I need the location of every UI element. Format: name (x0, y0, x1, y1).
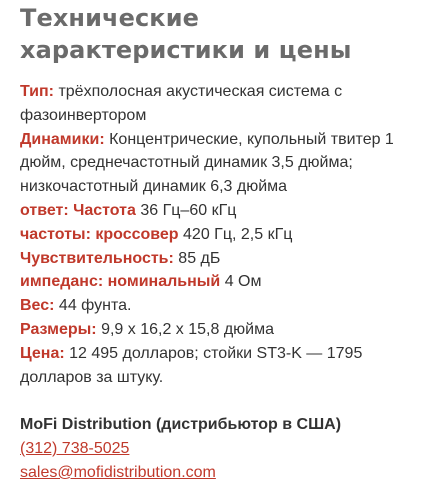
spec-label: импеданс: номинальный (20, 273, 221, 291)
spec-value: 44 фунта. (58, 297, 132, 315)
spec-value: 12 495 долларов; стойки ST3-K — 1795 долларов за штуку. (20, 344, 363, 386)
spec-label: ответ: Частота (20, 201, 136, 219)
spec-value: 4 Ом (224, 273, 262, 291)
spec-label: Размеры: (20, 320, 97, 338)
spec-label: Цена: (20, 344, 65, 362)
spec-value: трёхполосная акустическая система с фазоинвертором (20, 83, 343, 124)
spec-label: Динамики: (20, 130, 105, 148)
phone-link[interactable]: (312) 738-5025 (20, 440, 130, 458)
spec-item-drivers (20, 128, 416, 199)
email-link[interactable]: sales@mofidistribution.com (20, 463, 216, 481)
spec-item-dimensions (20, 318, 416, 342)
spec-item-weight (20, 294, 416, 318)
section-title: Технические характеристики и цены (20, 4, 352, 64)
spec-value: 9,9 x 16,2 x 15,8 дюйма (101, 320, 274, 338)
spec-item-sensitivity (20, 247, 416, 271)
distributor-name: MoFi Distribution (дистрибьютор в США) (20, 416, 342, 434)
spec-item-frequency-response (20, 199, 416, 223)
spec-item-price (20, 342, 416, 390)
spec-label: Чувствительность: (20, 249, 174, 267)
spec-label: частоты: кроссовер (20, 225, 179, 243)
article-section (20, 0, 416, 485)
distributor-block (20, 413, 416, 484)
spec-value: 36 Гц–60 кГц (140, 201, 237, 219)
spec-item-type (20, 80, 416, 128)
spec-label: Тип: (20, 83, 54, 100)
spec-list (20, 80, 416, 389)
spec-value: 420 Гц, 2,5 кГц (183, 225, 293, 243)
spec-value: 85 дБ (178, 249, 221, 267)
spec-item-crossover (20, 223, 416, 247)
spec-label: Вес: (20, 297, 55, 315)
spec-item-impedance (20, 270, 416, 294)
spec-value: Концентрические, купольный твитер 1 дюйм, среднечастотный динамик 3,5 дюйма; низкочастотный динамик 6,3 дюйма (20, 130, 394, 196)
